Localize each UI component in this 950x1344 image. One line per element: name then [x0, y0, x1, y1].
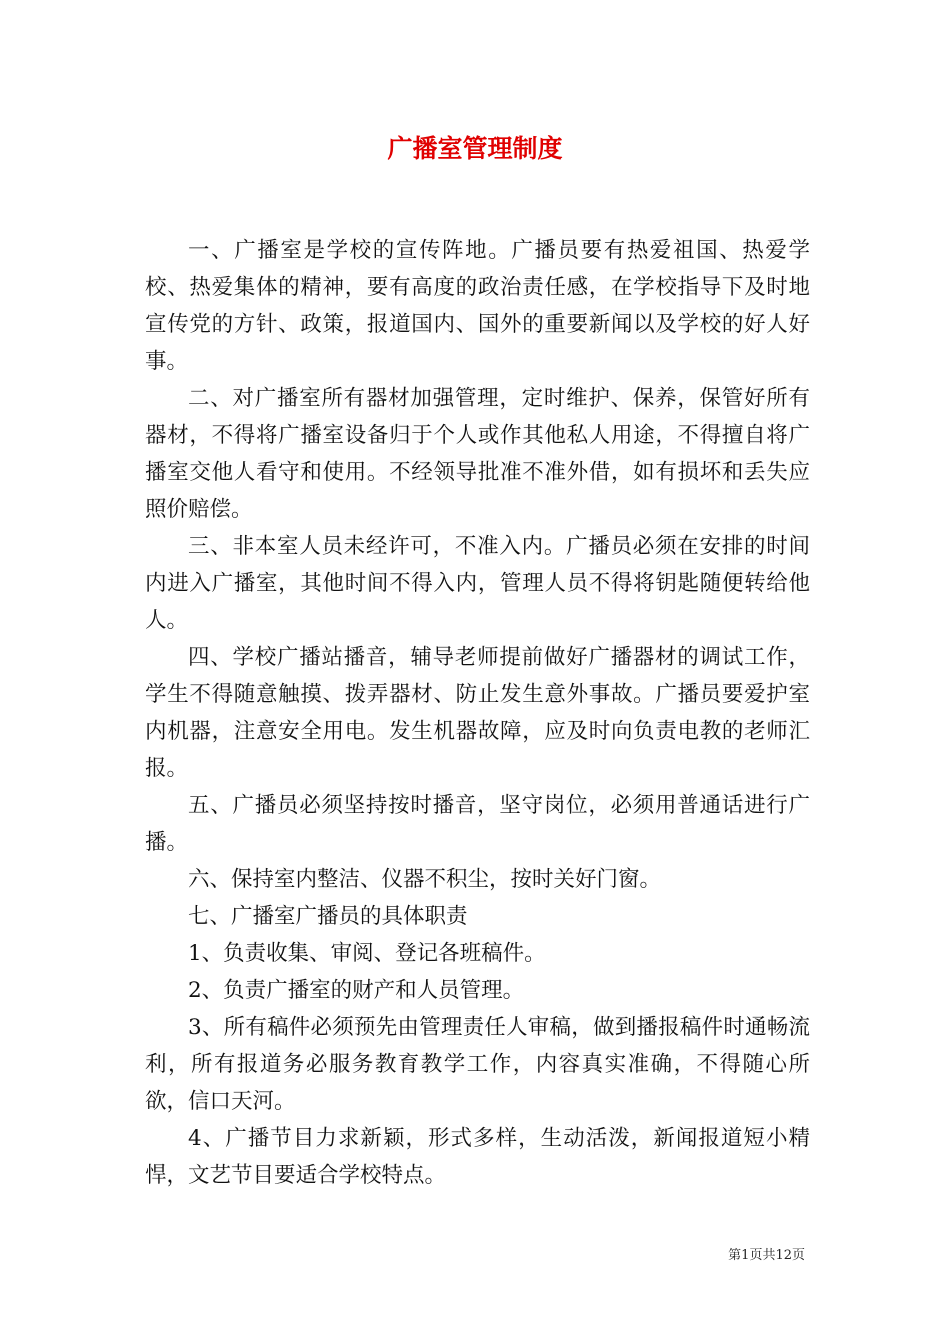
duty-item-1: 1、负责收集、审阅、登记各班稿件。: [188, 941, 546, 966]
paragraph-3: 三、非本室人员未经许可，不准入内。广播员必须在安排的时间内进入广播室，其他时间不得入内，管理人员不得将钥匙随便转给他人。: [145, 534, 810, 633]
paragraph-6: 六、保持室内整洁、仪器不积尘，按时关好门窗。: [188, 867, 662, 892]
document-title: 广播室管理制度: [387, 134, 563, 163]
duty-item-2: 2、负责广播室的财产和人员管理。: [188, 978, 525, 1003]
paragraph-4: 四、学校广播站播音，辅导老师提前做好广播器材的调试工作，学生不得随意触摸、拨弄器材、防止发生意外事故。广播员要爱护室内机器，注意安全用电。发生机器故障，应及时向负责电教的老师汇报。: [145, 645, 810, 781]
paragraph-1: 一、广播室是学校的宣传阵地。广播员要有热爱祖国、热爱学校、热爱集体的精神，要有高度的政治责任感，在学校指导下及时地宣传党的方针、政策，报道国内、国外的重要新闻以及学校的好人好事。: [145, 238, 810, 374]
paragraph-5: 五、广播员必须坚持按时播音，坚守岗位，必须用普通话进行广播。: [145, 793, 810, 855]
paragraph-7: 七、广播室广播员的具体职责: [188, 904, 468, 929]
paragraph-2: 二、对广播室所有器材加强管理，定时维护、保养，保管好所有器材，不得将广播室设备归于个人或作其他私人用途，不得擅自将广播室交他人看守和使用。不经领导批准不准外借，如有损坏和丢失应照价赔偿。: [145, 386, 810, 522]
duty-item-4: 4、广播节目力求新颖，形式多样，生动活泼，新闻报道短小精悍，文艺节目要适合学校特点。: [145, 1126, 810, 1188]
document-body: [145, 232, 810, 1194]
duty-item-3: 3、所有稿件必须预先由管理责任人审稿，做到播报稿件时通畅流利，所有报道务必服务教育教学工作，内容真实准确，不得随心所欲，信口天河。: [145, 1015, 810, 1114]
page-number-footer: 第1页共12页: [728, 1248, 805, 1263]
